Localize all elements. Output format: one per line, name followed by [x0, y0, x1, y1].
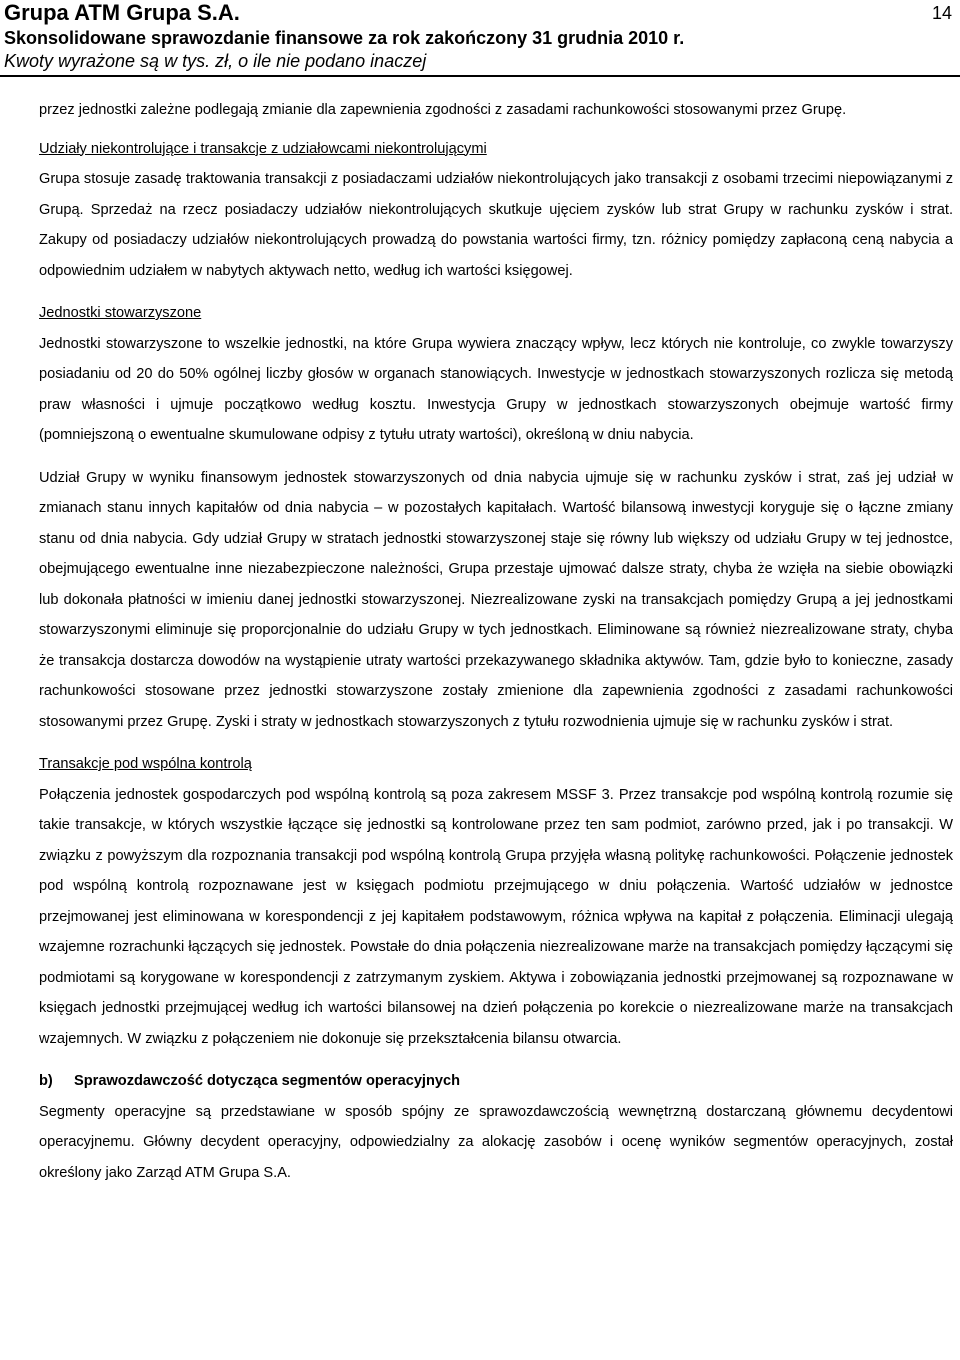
units-note: Kwoty wyrażone są w tys. zł, o ile nie podano inaczej: [4, 51, 427, 71]
segments-paragraph: Segmenty operacyjne są przedstawiane w sposób spójny ze sprawozdawczością wewnętrzną dostarczaną głównemu decydentowi operacyjnemu. Główny decydent operacyjny, odpowiedzialny za alokację zasobów i ocenę wyników segmentów operacyjnych, został określony jako Zarząd ATM Grupa S.A.: [39, 1103, 953, 1181]
header-divider: [0, 75, 960, 77]
nci-paragraph: Grupa stosuje zasadę traktowania transakcji z posiadaczami udziałów niekontrolujących jako transakcji z osobami trzecimi niepowiązanymi z Grupą. Sprzedaż na rzecz posiadaczy udziałów niekontrolujących skutkuje ujęciem zysków lub strat Grupy w rachunku zysków i strat. Zakupy od posiadaczy udziałów niekontrolujących prowadzą do powstania wartości firmy, tzn. różnicy pomiędzy zapłaconą ceną nabycia a odpowiednim udziałem w nabytych aktywach netto, według ich wartości księgowej.: [39, 171, 953, 279]
nci-heading: Udziały niekontrolujące i transakcje z udziałowcami niekontrolującymi: [39, 140, 487, 157]
intro-paragraph: przez jednostki zależne podlegają zmianie dla zapewnienia zgodności z zasadami rachunkowości stosowanymi przez Grupę.: [39, 102, 847, 118]
report-title: Skonsolidowane sprawozdanie finansowe za rok zakończony 31 grudnia 2010 r.: [4, 28, 685, 48]
document-body: [39, 95, 953, 1188]
associates-paragraph-2: Udział Grupy w wyniku finansowym jednostek stowarzyszonych od dnia nabycia ujmuje się w rachunku zysków i strat, zaś jej udział w zmianach stanu innych kapitałów od dnia nabycia – w pozostałych kapitałach. Wartość bilansową inwestycji koryguje się o łączne zmiany stanu od dnia nabycia. Gdy udział Grupy w stratach jednostki stowarzyszonej staje się równy lub większy od udziału Grupy w tej jednostce, obejmującego ewentualne inne niezabezpieczone należności, Grupa przestaje ujmować dalsze straty, chyba że wzięła na siebie obowiązki lub dokonała płatności w imieniu danej jednostki stowarzyszonej. Niezrealizowane zyski na transakcjach pomiędzy Grupą a jej jednostkami stowarzyszonymi eliminuje się proporcjonalnie do udziału Grupy w tych jednostkach. Eliminowane są również niezrealizowane straty, chyba że transakcja dostarcza dowodów na wystąpienie utraty wartości przekazywanego składnika aktywów. Tam, gdzie było to konieczne, zasady rachunkowości stosowane przez jednostki stowarzyszone zostały zmienione dla zapewnienia zgodności z zasadami rachunkowości stosowanymi przez Grupę. Zyski i straty w jednostkach stowarzyszonych z tytułu rozwodnienia ujmuje się w rachunku zysków i strat.: [39, 469, 953, 730]
segments-heading: [39, 1066, 953, 1097]
page-number: 14: [931, 3, 952, 23]
segments-heading-text: Sprawozdawczość dotycząca segmentów operacyjnych: [74, 1073, 461, 1089]
common-control-paragraph: Połączenia jednostek gospodarczych pod wspólną kontrolą są poza zakresem MSSF 3. Przez transakcje pod wspólną kontrolą rozumie się takie transakcje, w których wszystkie łączące się jednostki są kontrolowane przez ten sam podmiot, zarówno przed, jak i po transakcji. W związku z powyższym dla rozpoznania transakcji pod wspólną kontrolą Grupa przyjęła własną politykę rachunkowości. Połączenie jednostek pod wspólną kontrolą rozpoznawane jest w księgach podmiotu przejmującego w dniu połączenia. Wartość udziałów w jednostce przejmowanej jest eliminowana w korespondencji z jej kapitałem podstawowym, różnica wpływa na kapitał z połączenia. Eliminacji ulegają wzajemne rozrachunki łączących się jednostek. Powstałe do dnia połączenia niezrealizowane marże na transakcjach pomiędzy łączącymi się podmiotami są korygowane w korespondencji z zatrzymanym zyskiem. Aktywa i zobowiązania jednostki przejmowanej są rozpoznawane w księgach jednostki przejmującej według ich wartości bilansowej na dzień połączenia po korekcie o niezrealizowane marże na transakcjach wzajemnych. W związku z połączeniem nie dokonuje się przekształcenia bilansu otwarcia.: [39, 786, 953, 1047]
associates-heading: Jednostki stowarzyszone: [39, 305, 202, 321]
associates-paragraph-1: Jednostki stowarzyszone to wszelkie jednostki, na które Grupa wywiera znaczący wpływ, lecz których nie kontroluje, co zwykle towarzyszy posiadaniu od 20 do 50% ogólnej liczby głosów w organach stanowiących. Inwestycje w jednostkach stowarzyszonych rozlicza się metodą praw własności i ujmuje początkowo według kosztu. Inwestycja Grupy w jednostkach stowarzyszonych obejmuje wartość firmy (pomniejszoną o ewentualne skumulowane odpisy z tytułu utraty wartości), określoną w dniu nabycia.: [39, 335, 953, 443]
segments-label: b): [39, 1073, 53, 1089]
company-name: Grupa ATM Grupa S.A.: [4, 0, 240, 25]
common-control-heading: Transakcje pod wspólna kontrolą: [39, 756, 252, 772]
